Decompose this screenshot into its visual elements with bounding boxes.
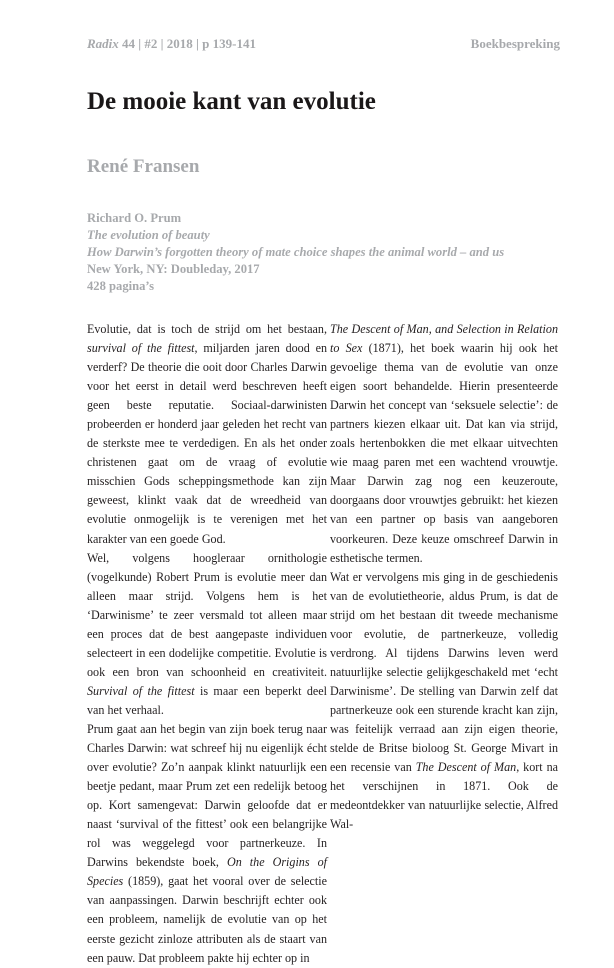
book-pages: 428 pagina’s [87,279,155,293]
issue-citation: 44 | #2 | 2018 | p 139-141 [122,36,256,51]
paragraph-4: Wat er vervolgens mis ging in de geschiedenis van de evolutietheorie, aldus Prum, is dat de strijd om het bestaan dit tweede mechanisme voor evolutie, de partnerkeuze, volledig verdrong. Al tijdens Darwins leven werd natuurlijke selectie gelijkgeschakeld met ‘echt Darwinisme’. De stelling van Darwin zelf dat partnerkeuze ook een sturende kracht kan zijn, was feitelijk verraad aan zijn eigen theorie, stelde de Britse bioloog St. George Mivart in een recensie van The Descent of Man, kort na het verschijnen in 1871. Ook de medeontdekker van natuurlijke selectie, Alfred Wal- [330,569,558,832]
section-label: Boekbespreking [470,36,560,51]
book-subtitle: How Darwin’s forgotten theory of mate choice shapes the animal world – and us [87,245,505,259]
book-details [87,210,567,295]
article-author: René Fransen [87,156,200,177]
paragraph-1: Evolutie, dat is toch de strijd om het bestaan, survival of the fittest, miljarden jaren dood en verderf? De theorie die ooit door Charles Darwin voor het eerst in detail werd beschreven heeft geen beste reputatie. Sociaal-darwinisten probeerden er honderd jaar geleden het recht van de sterkste mee te verdedigen. En als het onder christenen gaat om de vraag of evolutie misschien Gods scheppingsmethode kan zijn geweest, klinkt vaak dat de wreedheid van evolutie onmogelijk is te verenigen met het karakter van een goede God. [87,322,328,546]
book-author: Richard O. Prum [87,211,182,225]
book-publisher: New York, NY: Doubleday, 2017 [87,262,260,276]
journal-name: Radix [87,36,119,51]
book-title: The evolution of beauty [87,228,210,242]
paragraph-3-start: Prum gaat aan het begin van zijn boek terug naar Charles Darwin: wat schreef hij nu eigenlijk écht over evolutie? Zo’n aanpak klinkt natuurlijk een beetje pedant, maar Prum zet een redelijk betoog op. Kort samengevat: Darwin geloofde dat er naast ‘survival of the fittest’ ook een belangrijke rol was weggelegd voor partnerkeuze. In Darwins bekendste boek, On the Origins of Species (1859), gaat het vooral over de selectie van aanpassingen. Darwin beschrijft echter ook een probleem, namelijk de evolutie van op het eerste gezicht zinloze attributen als de staart van een pauw. Dat probleem pakte hij echter op in [87,721,327,965]
body-column-left [87,320,328,965]
paragraph-2: Wel, volgens hoogleraar ornithologie (vogelkunde) Robert Prum is evolutie meer dan alleen maar strijd. Volgens hem is het ‘Darwinisme’ te zeer versmald tot alleen maar een proces dat de best aangepaste individuen selecteert in een dodelijke competitie. Evolutie is ook een bron van schoonheid en creativiteit. Survival of the fittest is maar een beperkt deel van het verhaal. [87,550,327,717]
body-column-right [330,320,558,834]
paragraph-3-continued: The Descent of Man, and Selection in Relation to Sex (1871), het boek waarin hij ook het gevoelige thema van de evolutie van onze eigen soort behandelde. Hierin presenteerde Darwin het concept van ‘seksuele selectie’: de partners kiezen elkaar uit. Dat kan via strijd, zoals hertenbokken die met elkaar uitvechten wie maag paren met een wachtend vrouwtje. Maar Darwin zag nog een keuzeroute, doorgaans door vrouwtjes gebruikt: het kiezen van een partner op basis van aangeboren voorkeuren. Deze keuze omschreef Darwin in esthetische termen. [330,322,558,565]
journal-citation [87,36,256,52]
running-header [87,36,560,54]
article-title: De mooie kant van evolutie [87,88,376,115]
